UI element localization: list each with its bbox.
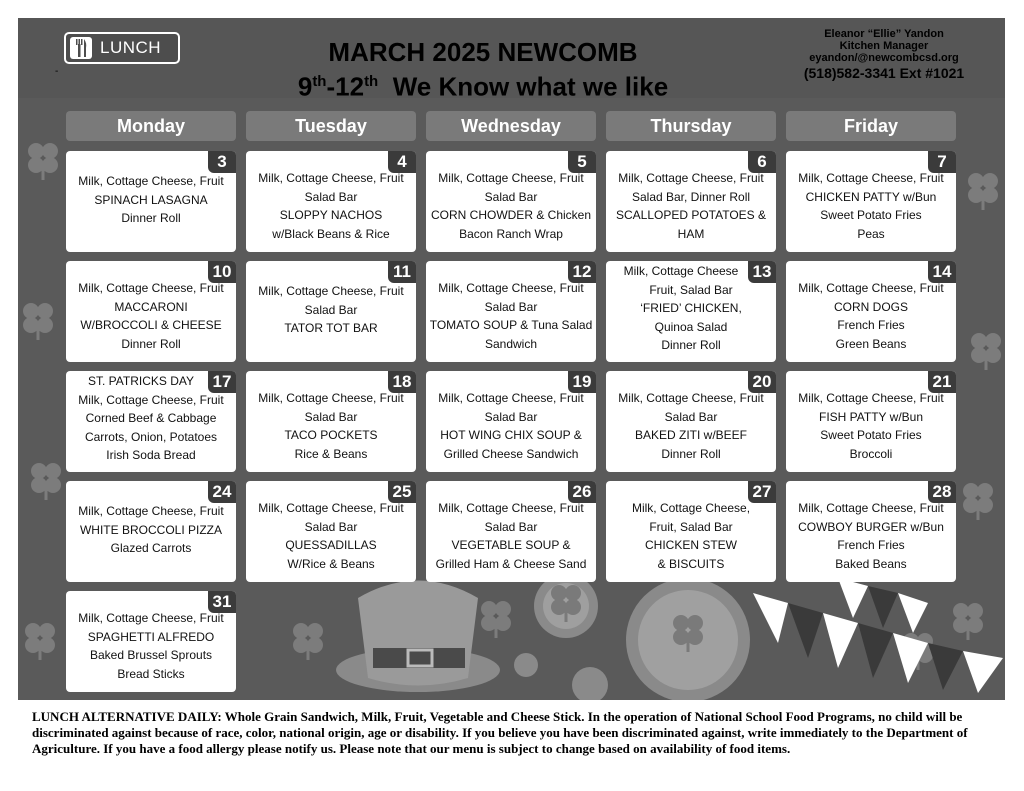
menu-item-text: Salad Bar bbox=[484, 189, 538, 204]
date-number: 4 bbox=[388, 151, 416, 173]
logo-text: LUNCH bbox=[100, 38, 162, 57]
lunch-logo bbox=[64, 32, 180, 64]
menu-item-text: FISH PATTY w/Bun bbox=[818, 409, 924, 424]
date-number: 27 bbox=[748, 481, 776, 503]
menu-day-cell bbox=[426, 261, 596, 362]
menu-day-cell bbox=[606, 261, 776, 362]
menu-item-text: & BISCUITS bbox=[657, 556, 725, 571]
title-tagline: We Know what we like bbox=[392, 71, 669, 102]
date-number: 28 bbox=[928, 481, 956, 503]
menu-day-cell bbox=[606, 371, 776, 472]
menu-item-text: Quinoa Salad bbox=[654, 319, 728, 334]
contact-info bbox=[778, 28, 990, 79]
menu-item-text: Grilled Ham & Cheese Sand bbox=[435, 556, 587, 571]
menu-item-text: ‘FRIED’ CHICKEN, bbox=[640, 301, 742, 315]
menu-item-text: Milk, Cottage Cheese, Fruit bbox=[78, 504, 224, 518]
menu-day-cell bbox=[786, 371, 956, 472]
menu-item-text: Salad Bar bbox=[484, 519, 538, 534]
menu-day-cell bbox=[246, 481, 416, 582]
date-number: 14 bbox=[928, 261, 956, 283]
menu-item-text: Milk, Cottage Cheese, Fruit bbox=[78, 611, 224, 625]
menu-item-text: Green Beans bbox=[835, 336, 907, 351]
menu-item-text: HOT WING CHIX SOUP & bbox=[440, 428, 582, 442]
menu-item-text: Salad Bar, Dinner Roll bbox=[631, 189, 751, 204]
menu-item-text: French Fries bbox=[837, 538, 905, 552]
menu-item-text: Glazed Carrots bbox=[110, 541, 192, 555]
menu-item-text: Milk, Cottage Cheese, Fruit bbox=[78, 174, 224, 188]
menu-day-cell bbox=[786, 151, 956, 252]
menu-item-text: Salad Bar bbox=[304, 189, 358, 204]
menu-item-text: Irish Soda Bread bbox=[106, 448, 196, 462]
date-number: 13 bbox=[748, 261, 776, 283]
menu-item-text: Milk, Cottage Cheese, Fruit bbox=[258, 284, 404, 298]
calendar-sheet bbox=[18, 18, 1005, 700]
menu-item-text: Salad Bar bbox=[484, 409, 538, 424]
menu-day-cell bbox=[66, 371, 236, 472]
menu-item-text: Milk, Cottage Cheese, Fruit bbox=[798, 171, 944, 185]
day-header-thursday: Thursday bbox=[606, 111, 776, 141]
menu-item-text: Milk, Cottage Cheese, Fruit bbox=[78, 281, 224, 295]
menu-item-text: Salad Bar bbox=[304, 519, 358, 534]
menu-item-text: Baked Brussel Sprouts bbox=[89, 648, 213, 662]
date-number: 21 bbox=[928, 371, 956, 393]
date-number: 18 bbox=[388, 371, 416, 393]
menu-item-text: Milk, Cottage Cheese, Fruit bbox=[438, 281, 584, 295]
menu-item-text: Bread Sticks bbox=[117, 666, 185, 681]
menu-item-text: W/BROCCOLI & CHEESE bbox=[80, 318, 222, 332]
menu-item-text: HAM bbox=[677, 226, 705, 241]
grade-start: 9 bbox=[297, 71, 313, 102]
grade-separator: -12 bbox=[326, 71, 365, 102]
menu-item-text: Peas bbox=[857, 226, 885, 241]
menu-item-text: Sweet Potato Fries bbox=[820, 208, 922, 222]
menu-item-text: W/Rice & Beans bbox=[287, 556, 375, 571]
date-number: 5 bbox=[568, 151, 596, 173]
menu-item-text: SLOPPY NACHOS bbox=[279, 208, 383, 222]
day-header-friday: Friday bbox=[786, 111, 956, 141]
menu-item-text: BAKED ZITI w/BEEF bbox=[634, 428, 748, 442]
menu-item-text: Milk, Cottage Cheese, Fruit bbox=[438, 171, 584, 185]
menu-day-cell bbox=[786, 261, 956, 362]
menu-item-text: Dinner Roll bbox=[661, 446, 721, 461]
menu-item-text: Milk, Cottage Cheese, Fruit bbox=[438, 391, 584, 405]
menu-item-text: Salad Bar bbox=[484, 299, 538, 314]
title-line-2 bbox=[268, 67, 698, 102]
menu-day-cell bbox=[246, 371, 416, 472]
day-header-wednesday: Wednesday bbox=[426, 111, 596, 141]
menu-item-text: Fruit, Salad Bar bbox=[649, 282, 733, 297]
menu-item-text: COWBOY BURGER w/Bun bbox=[798, 519, 944, 534]
menu-item-text: Sweet Potato Fries bbox=[820, 428, 922, 442]
contact-name: Eleanor “Ellie” Yandon bbox=[824, 28, 944, 40]
date-number: 25 bbox=[388, 481, 416, 503]
menu-item-text: QUESSADILLAS bbox=[285, 538, 377, 552]
menu-item-text: Dinner Roll bbox=[121, 336, 181, 351]
menu-item-text: Salad Bar bbox=[664, 409, 718, 424]
menu-item-text: CHICKEN PATTY w/Bun bbox=[805, 189, 937, 204]
menu-item-text: MACCARONI bbox=[114, 299, 188, 314]
menu-day-cell bbox=[426, 481, 596, 582]
menu-item-text: CORN CHOWDER & Chicken bbox=[430, 208, 592, 222]
date-number: 3 bbox=[208, 151, 236, 173]
menu-item-text: Carrots, Onion, Potatoes bbox=[84, 429, 218, 444]
day-header-tuesday: Tuesday bbox=[246, 111, 416, 141]
date-number: 12 bbox=[568, 261, 596, 283]
menu-item-text: CHICKEN STEW bbox=[644, 538, 737, 552]
title-line-1: MARCH 2025 NEWCOMB bbox=[328, 37, 638, 67]
menu-item-text: WHITE BROCCOLI PIZZA bbox=[79, 522, 222, 537]
menu-item-text: Bacon Ranch Wrap bbox=[459, 226, 563, 241]
menu-item-text: Dinner Roll bbox=[121, 211, 181, 225]
menu-item-text: Milk, Cottage Cheese, Fruit bbox=[618, 171, 764, 185]
menu-day-cell bbox=[246, 261, 416, 362]
date-number: 20 bbox=[748, 371, 776, 393]
date-number: 17 bbox=[208, 371, 236, 393]
menu-item-text: Milk, Cottage Cheese, Fruit bbox=[438, 501, 584, 515]
menu-day-cell bbox=[426, 151, 596, 252]
menu-day-cell bbox=[606, 151, 776, 252]
contact-email: eyandon/@newcombcsd.org bbox=[809, 52, 959, 64]
menu-item-text: Milk, Cottage Cheese, Fruit bbox=[798, 391, 944, 405]
fork-knife-icon bbox=[70, 37, 92, 59]
menu-item-text: TACO POCKETS bbox=[284, 428, 378, 442]
menu-item-text: TATOR TOT BAR bbox=[284, 321, 378, 335]
menu-item-text: CORN DOGS bbox=[833, 299, 908, 314]
date-number: 7 bbox=[928, 151, 956, 173]
menu-item-text: Milk, Cottage Cheese, Fruit bbox=[798, 281, 944, 295]
menu-item-text: Milk, Cottage Cheese, bbox=[631, 501, 751, 515]
date-number: 31 bbox=[208, 591, 236, 613]
date-number: 6 bbox=[748, 151, 776, 173]
menu-day-cell bbox=[66, 151, 236, 252]
menu-item-text: Salad Bar bbox=[304, 302, 358, 317]
date-number: 10 bbox=[208, 261, 236, 283]
menu-item-text: Milk, Cottage Cheese, Fruit bbox=[258, 171, 404, 185]
contact-phone: (518)582-3341 Ext #1021 bbox=[803, 65, 965, 81]
menu-item-text: Fruit, Salad Bar bbox=[649, 519, 733, 534]
menu-day-cell bbox=[66, 261, 236, 362]
day-header-monday: Monday bbox=[66, 111, 236, 141]
menu-item-text: Baked Beans bbox=[835, 556, 907, 571]
contact-role: Kitchen Manager bbox=[839, 40, 929, 52]
dash-mark: - bbox=[55, 66, 59, 77]
menu-item-text: Milk, Cottage Cheese, Fruit bbox=[78, 392, 224, 407]
menu-item-text: w/Black Beans & Rice bbox=[272, 226, 390, 241]
menu-day-cell bbox=[786, 481, 956, 582]
menu-day-cell bbox=[246, 151, 416, 252]
menu-item-text: Milk, Cottage Cheese, Fruit bbox=[618, 391, 764, 405]
page-title bbox=[268, 38, 698, 102]
date-number: 11 bbox=[388, 261, 416, 283]
menu-day-cell bbox=[66, 481, 236, 582]
menu-item-text: Milk, Cottage Cheese, Fruit bbox=[798, 501, 944, 515]
menu-day-cell bbox=[606, 481, 776, 582]
date-number: 19 bbox=[568, 371, 596, 393]
menu-item-text: VEGETABLE SOUP & bbox=[451, 538, 571, 552]
menu-item-text: Milk, Cottage Cheese, Fruit bbox=[258, 391, 404, 405]
menu-day-cell bbox=[66, 591, 236, 692]
menu-item-text: TOMATO SOUP & Tuna Salad bbox=[429, 318, 593, 332]
menu-item-text: Broccoli bbox=[849, 446, 893, 461]
menu-item-text: Milk, Cottage Cheese, Fruit bbox=[258, 501, 404, 515]
menu-item-text: French Fries bbox=[837, 318, 905, 332]
menu-item-text: Rice & Beans bbox=[294, 446, 368, 461]
menu-item-text: SPAGHETTI ALFREDO bbox=[87, 629, 215, 644]
menu-item-text: SCALLOPED POTATOES & bbox=[615, 208, 767, 222]
date-number: 26 bbox=[568, 481, 596, 503]
menu-item-text: Salad Bar bbox=[304, 409, 358, 424]
grade-start-suffix: th bbox=[312, 73, 327, 90]
menu-item-text: Sandwich bbox=[484, 336, 538, 351]
menu-item-text: Corned Beef & Cabbage bbox=[85, 411, 217, 425]
footer-disclaimer: LUNCH ALTERNATIVE DAILY: Whole Grain Sandwich, Milk, Fruit, Vegetable and Cheese Stick. In the operation of National School Food Programs, no child will be discriminated against because of race, color, national origin, age or disability. If you believe you have been discriminated against, write immediately to the Department of Agriculture. If you have a food allergy please notify us. Please note that our menu is subject to change based on availability of food items. bbox=[32, 709, 968, 756]
menu-item-text: Dinner Roll bbox=[661, 338, 721, 352]
menu-day-cell bbox=[426, 371, 596, 472]
header-bar bbox=[18, 18, 1005, 102]
menu-item-text: SPINACH LASAGNA bbox=[94, 192, 208, 207]
date-number: 24 bbox=[208, 481, 236, 503]
grade-end-suffix: th bbox=[364, 73, 379, 90]
menu-item-text: Milk, Cottage Cheese bbox=[623, 264, 739, 278]
menu-item-text: ST. PATRICKS DAY bbox=[87, 374, 195, 388]
menu-item-text: Grilled Cheese Sandwich bbox=[443, 446, 579, 461]
